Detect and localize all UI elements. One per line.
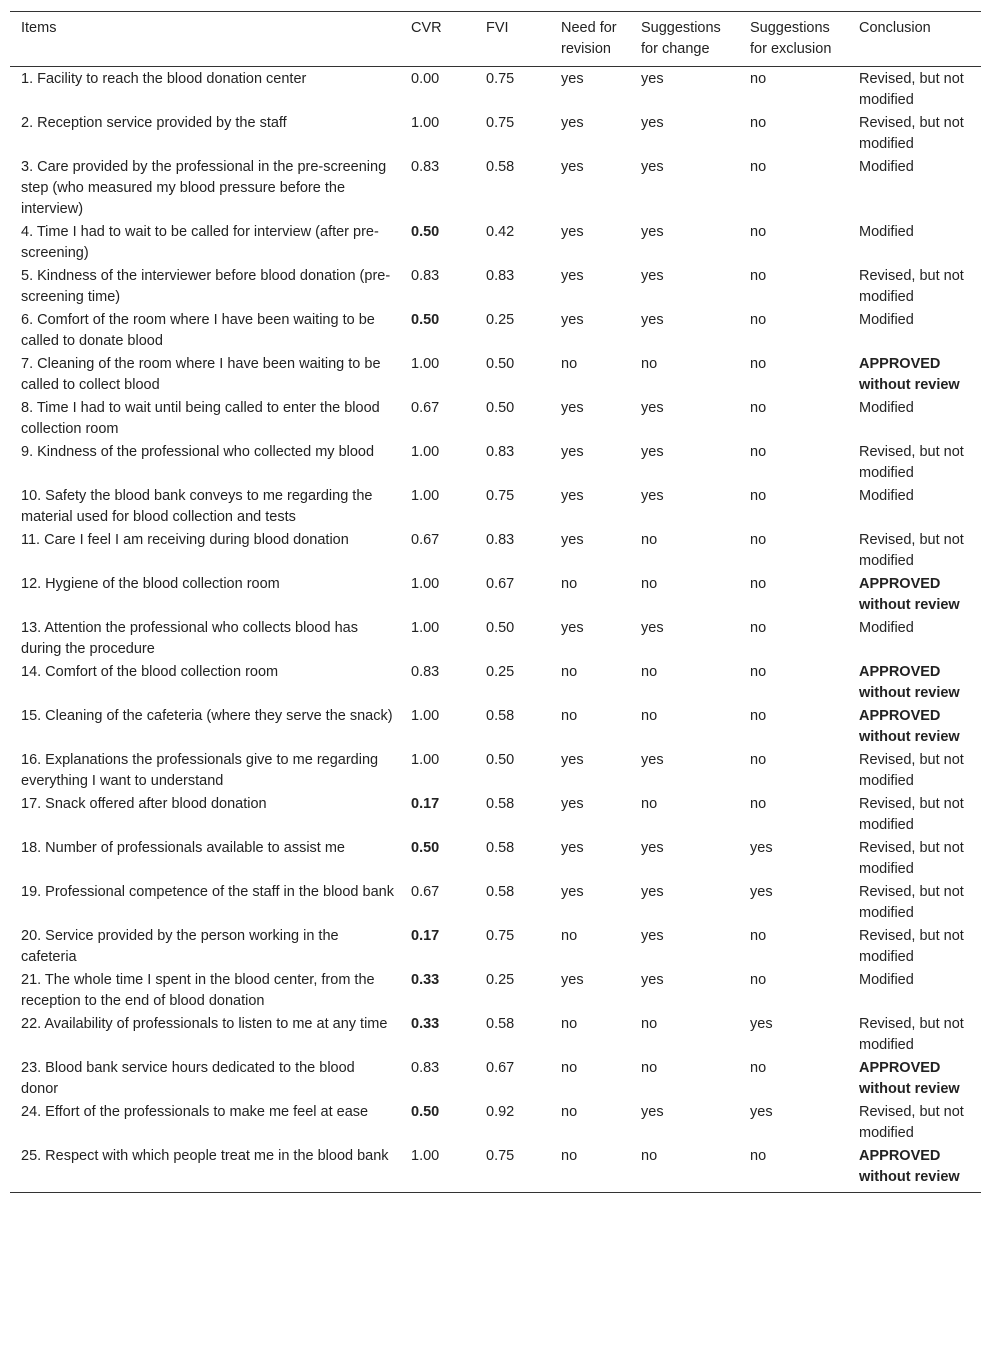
item-cell: 20. Service provided by the person working in the cafeteria <box>21 928 339 965</box>
suggestions-for-change-cell: yes <box>641 620 664 636</box>
suggestions-for-exclusion-cell: no <box>750 1148 767 1164</box>
item-cell: 6. Comfort of the room where I have been waiting to be called to donate blood <box>21 312 375 349</box>
fvi-cell: 0.58 <box>486 840 515 856</box>
table-row <box>10 881 981 925</box>
need-for-revision-cell: yes <box>561 796 584 812</box>
table-row <box>10 1013 981 1057</box>
fvi-cell: 0.50 <box>486 752 515 768</box>
need-for-revision-cell: yes <box>561 752 584 768</box>
suggestions-for-exclusion-cell: no <box>750 752 767 768</box>
conclusion-cell: Revised, but not modified <box>859 268 964 305</box>
suggestions-for-change-cell: yes <box>641 312 664 328</box>
conclusion-cell: Revised, but not modified <box>859 1104 964 1141</box>
cvr-cell: 1.00 <box>411 488 440 504</box>
conclusion-cell: Revised, but not modified <box>859 1016 964 1053</box>
conclusion-cell: Revised, but not modified <box>859 928 964 965</box>
conclusion-cell: Modified <box>859 312 914 328</box>
item-cell: 4. Time I had to wait to be called for interview (after pre-screening) <box>21 224 379 261</box>
header-cvr: CVR <box>411 20 442 36</box>
suggestions-for-exclusion-cell: no <box>750 268 767 284</box>
item-cell: 24. Effort of the professionals to make me feel at ease <box>21 1104 369 1120</box>
cvr-cell: 1.00 <box>411 1148 440 1164</box>
table-row <box>10 661 981 705</box>
table-row <box>10 793 981 837</box>
fvi-cell: 0.50 <box>486 620 515 636</box>
table-row <box>10 925 981 969</box>
suggestions-for-change-cell: yes <box>641 840 664 856</box>
conclusion-cell: APPROVED without review <box>859 356 960 393</box>
suggestions-for-change-cell: yes <box>641 444 664 460</box>
suggestions-for-exclusion-cell: no <box>750 71 767 87</box>
table-row <box>10 265 981 309</box>
item-cell: 7. Cleaning of the room where I have been waiting to be called to collect blood <box>21 356 381 393</box>
conclusion-cell: Modified <box>859 972 914 988</box>
item-cell: 19. Professional competence of the staff in the blood bank <box>21 884 394 900</box>
item-cell: 11. Care I feel I am receiving during blood donation <box>21 532 349 548</box>
need-for-revision-cell: yes <box>561 312 584 328</box>
suggestions-for-change-cell: yes <box>641 1104 664 1120</box>
suggestions-for-exclusion-cell: no <box>750 620 767 636</box>
fvi-cell: 0.75 <box>486 115 515 131</box>
need-for-revision-cell: yes <box>561 620 584 636</box>
suggestions-for-change-cell: yes <box>641 884 664 900</box>
table-row <box>10 309 981 353</box>
item-cell: 12. Hygiene of the blood collection room <box>21 576 280 592</box>
table-row <box>10 353 981 397</box>
item-cell: 5. Kindness of the interviewer before blood donation (pre-screening time) <box>21 268 391 305</box>
conclusion-cell: APPROVED without review <box>859 576 960 613</box>
cvr-cell: 0.83 <box>411 1060 440 1076</box>
suggestions-for-change-cell: yes <box>641 400 664 416</box>
suggestions-for-change-cell: yes <box>641 224 664 240</box>
suggestions-for-exclusion-cell: no <box>750 356 767 372</box>
need-for-revision-cell: no <box>561 1148 578 1164</box>
conclusion-cell: APPROVED without review <box>859 1060 960 1097</box>
fvi-cell: 0.58 <box>486 159 515 175</box>
item-cell: 13. Attention the professional who collects blood has during the procedure <box>21 620 358 657</box>
suggestions-for-exclusion-cell: no <box>750 400 767 416</box>
cvr-cell: 0.17 <box>411 928 440 944</box>
table-row <box>10 837 981 881</box>
header-suggestions-for-change: Suggestions for change <box>641 20 721 57</box>
item-cell: 2. Reception service provided by the staff <box>21 115 287 131</box>
item-cell: 1. Facility to reach the blood donation center <box>21 71 307 87</box>
cvr-cell: 0.00 <box>411 71 440 87</box>
need-for-revision-cell: yes <box>561 115 584 131</box>
conclusion-cell: Modified <box>859 620 914 636</box>
need-for-revision-cell: no <box>561 1060 578 1076</box>
suggestions-for-exclusion-cell: no <box>750 115 767 131</box>
suggestions-for-change-cell: no <box>641 576 658 592</box>
suggestions-for-exclusion-cell: yes <box>750 1016 773 1032</box>
cvr-cell: 0.67 <box>411 532 440 548</box>
conclusion-cell: Revised, but not modified <box>859 840 964 877</box>
suggestions-for-exclusion-cell: yes <box>750 884 773 900</box>
item-cell: 14. Comfort of the blood collection room <box>21 664 279 680</box>
fvi-cell: 0.67 <box>486 576 515 592</box>
cvr-cell: 1.00 <box>411 576 440 592</box>
suggestions-for-exclusion-cell: no <box>750 488 767 504</box>
cvr-cell: 1.00 <box>411 708 440 724</box>
table-row <box>10 1057 981 1101</box>
need-for-revision-cell: no <box>561 576 578 592</box>
need-for-revision-cell: no <box>561 1104 578 1120</box>
table-row <box>10 529 981 573</box>
content-validity-table <box>10 11 981 1193</box>
cvr-cell: 1.00 <box>411 620 440 636</box>
cvr-cell: 0.33 <box>411 1016 440 1032</box>
item-cell: 23. Blood bank service hours dedicated to the blood donor <box>21 1060 355 1097</box>
table-row <box>10 221 981 265</box>
header-fvi: FVI <box>486 20 509 36</box>
suggestions-for-change-cell: yes <box>641 71 664 87</box>
suggestions-for-change-cell: no <box>641 1060 658 1076</box>
conclusion-cell: Revised, but not modified <box>859 796 964 833</box>
header-need-for-revision: Need for revision <box>561 20 617 57</box>
need-for-revision-cell: yes <box>561 532 584 548</box>
need-for-revision-cell: no <box>561 664 578 680</box>
table-body <box>10 67 981 1193</box>
table-row <box>10 969 981 1013</box>
suggestions-for-change-cell: yes <box>641 488 664 504</box>
suggestions-for-change-cell: yes <box>641 972 664 988</box>
table-row <box>10 1145 981 1193</box>
fvi-cell: 0.83 <box>486 268 515 284</box>
fvi-cell: 0.75 <box>486 928 515 944</box>
need-for-revision-cell: yes <box>561 159 584 175</box>
table-row <box>10 112 981 156</box>
need-for-revision-cell: yes <box>561 400 584 416</box>
suggestions-for-change-cell: no <box>641 1016 658 1032</box>
fvi-cell: 0.83 <box>486 444 515 460</box>
need-for-revision-cell: yes <box>561 488 584 504</box>
need-for-revision-cell: yes <box>561 840 584 856</box>
suggestions-for-exclusion-cell: no <box>750 708 767 724</box>
fvi-cell: 0.50 <box>486 400 515 416</box>
cvr-cell: 0.83 <box>411 159 440 175</box>
fvi-cell: 0.25 <box>486 972 515 988</box>
cvr-cell: 0.83 <box>411 664 440 680</box>
suggestions-for-exclusion-cell: no <box>750 928 767 944</box>
cvr-cell: 1.00 <box>411 444 440 460</box>
conclusion-cell: Revised, but not modified <box>859 444 964 481</box>
header-conclusion: Conclusion <box>859 20 931 36</box>
suggestions-for-exclusion-cell: no <box>750 576 767 592</box>
conclusion-cell: APPROVED without review <box>859 1148 960 1185</box>
suggestions-for-change-cell: no <box>641 532 658 548</box>
table-row <box>10 705 981 749</box>
table-row <box>10 441 981 485</box>
need-for-revision-cell: yes <box>561 71 584 87</box>
fvi-cell: 0.83 <box>486 532 515 548</box>
table-row <box>10 1101 981 1145</box>
fvi-cell: 0.58 <box>486 1016 515 1032</box>
cvr-cell: 1.00 <box>411 356 440 372</box>
conclusion-cell: APPROVED without review <box>859 664 960 701</box>
cvr-cell: 0.50 <box>411 224 440 240</box>
need-for-revision-cell: no <box>561 356 578 372</box>
conclusion-cell: Modified <box>859 224 914 240</box>
fvi-cell: 0.42 <box>486 224 515 240</box>
suggestions-for-exclusion-cell: no <box>750 796 767 812</box>
item-cell: 21. The whole time I spent in the blood center, from the reception to the end of blood donation <box>21 972 375 1009</box>
suggestions-for-change-cell: yes <box>641 115 664 131</box>
suggestions-for-exclusion-cell: no <box>750 159 767 175</box>
header-items: Items <box>21 20 57 36</box>
table-row <box>10 573 981 617</box>
suggestions-for-change-cell: no <box>641 796 658 812</box>
table-row <box>10 485 981 529</box>
conclusion-cell: APPROVED without review <box>859 708 960 745</box>
cvr-cell: 0.33 <box>411 972 440 988</box>
table-row <box>10 749 981 793</box>
suggestions-for-exclusion-cell: no <box>750 532 767 548</box>
fvi-cell: 0.58 <box>486 796 515 812</box>
suggestions-for-exclusion-cell: yes <box>750 840 773 856</box>
suggestions-for-change-cell: yes <box>641 268 664 284</box>
item-cell: 22. Availability of professionals to listen to me at any time <box>21 1016 388 1032</box>
suggestions-for-change-cell: no <box>641 664 658 680</box>
need-for-revision-cell: no <box>561 1016 578 1032</box>
fvi-cell: 0.67 <box>486 1060 515 1076</box>
conclusion-cell: Revised, but not modified <box>859 884 964 921</box>
suggestions-for-exclusion-cell: no <box>750 312 767 328</box>
conclusion-cell: Modified <box>859 400 914 416</box>
need-for-revision-cell: yes <box>561 444 584 460</box>
cvr-cell: 0.50 <box>411 840 440 856</box>
fvi-cell: 0.50 <box>486 356 515 372</box>
need-for-revision-cell: no <box>561 928 578 944</box>
suggestions-for-change-cell: yes <box>641 159 664 175</box>
fvi-cell: 0.58 <box>486 708 515 724</box>
suggestions-for-exclusion-cell: no <box>750 444 767 460</box>
fvi-cell: 0.92 <box>486 1104 515 1120</box>
item-cell: 15. Cleaning of the cafeteria (where they serve the snack) <box>21 708 393 724</box>
item-cell: 10. Safety the blood bank conveys to me regarding the material used for blood collection and tests <box>21 488 373 525</box>
conclusion-cell: Revised, but not modified <box>859 71 964 108</box>
cvr-cell: 1.00 <box>411 752 440 768</box>
table-row <box>10 397 981 441</box>
suggestions-for-change-cell: no <box>641 1148 658 1164</box>
fvi-cell: 0.58 <box>486 884 515 900</box>
suggestions-for-exclusion-cell: no <box>750 224 767 240</box>
conclusion-cell: Modified <box>859 488 914 504</box>
fvi-cell: 0.25 <box>486 664 515 680</box>
need-for-revision-cell: no <box>561 708 578 724</box>
table-header <box>10 12 981 67</box>
item-cell: 25. Respect with which people treat me in the blood bank <box>21 1148 389 1164</box>
header-suggestions-for-exclusion: Suggestions for exclusion <box>750 20 832 57</box>
table-row <box>10 156 981 221</box>
conclusion-cell: Revised, but not modified <box>859 752 964 789</box>
suggestions-for-change-cell: yes <box>641 752 664 768</box>
conclusion-cell: Modified <box>859 159 914 175</box>
need-for-revision-cell: yes <box>561 224 584 240</box>
cvr-cell: 0.17 <box>411 796 440 812</box>
item-cell: 8. Time I had to wait until being called to enter the blood collection room <box>21 400 380 437</box>
conclusion-cell: Revised, but not modified <box>859 532 964 569</box>
cvr-cell: 0.83 <box>411 268 440 284</box>
item-cell: 17. Snack offered after blood donation <box>21 796 267 812</box>
suggestions-for-exclusion-cell: no <box>750 664 767 680</box>
cvr-cell: 0.67 <box>411 400 440 416</box>
suggestions-for-exclusion-cell: no <box>750 972 767 988</box>
fvi-cell: 0.75 <box>486 71 515 87</box>
fvi-cell: 0.25 <box>486 312 515 328</box>
need-for-revision-cell: yes <box>561 972 584 988</box>
need-for-revision-cell: yes <box>561 268 584 284</box>
suggestions-for-change-cell: yes <box>641 928 664 944</box>
table-row <box>10 67 981 113</box>
fvi-cell: 0.75 <box>486 1148 515 1164</box>
cvr-cell: 0.67 <box>411 884 440 900</box>
item-cell: 3. Care provided by the professional in the pre-screening step (who measured my blood pressure before the interview) <box>21 159 387 217</box>
conclusion-cell: Revised, but not modified <box>859 115 964 152</box>
cvr-cell: 0.50 <box>411 312 440 328</box>
cvr-cell: 0.50 <box>411 1104 440 1120</box>
item-cell: 16. Explanations the professionals give to me regarding everything I want to understand <box>21 752 379 789</box>
table-row <box>10 617 981 661</box>
fvi-cell: 0.75 <box>486 488 515 504</box>
suggestions-for-change-cell: no <box>641 356 658 372</box>
suggestions-for-exclusion-cell: no <box>750 1060 767 1076</box>
cvr-cell: 1.00 <box>411 115 440 131</box>
suggestions-for-exclusion-cell: yes <box>750 1104 773 1120</box>
need-for-revision-cell: yes <box>561 884 584 900</box>
suggestions-for-change-cell: no <box>641 708 658 724</box>
item-cell: 9. Kindness of the professional who collected my blood <box>21 444 375 460</box>
item-cell: 18. Number of professionals available to assist me <box>21 840 345 856</box>
